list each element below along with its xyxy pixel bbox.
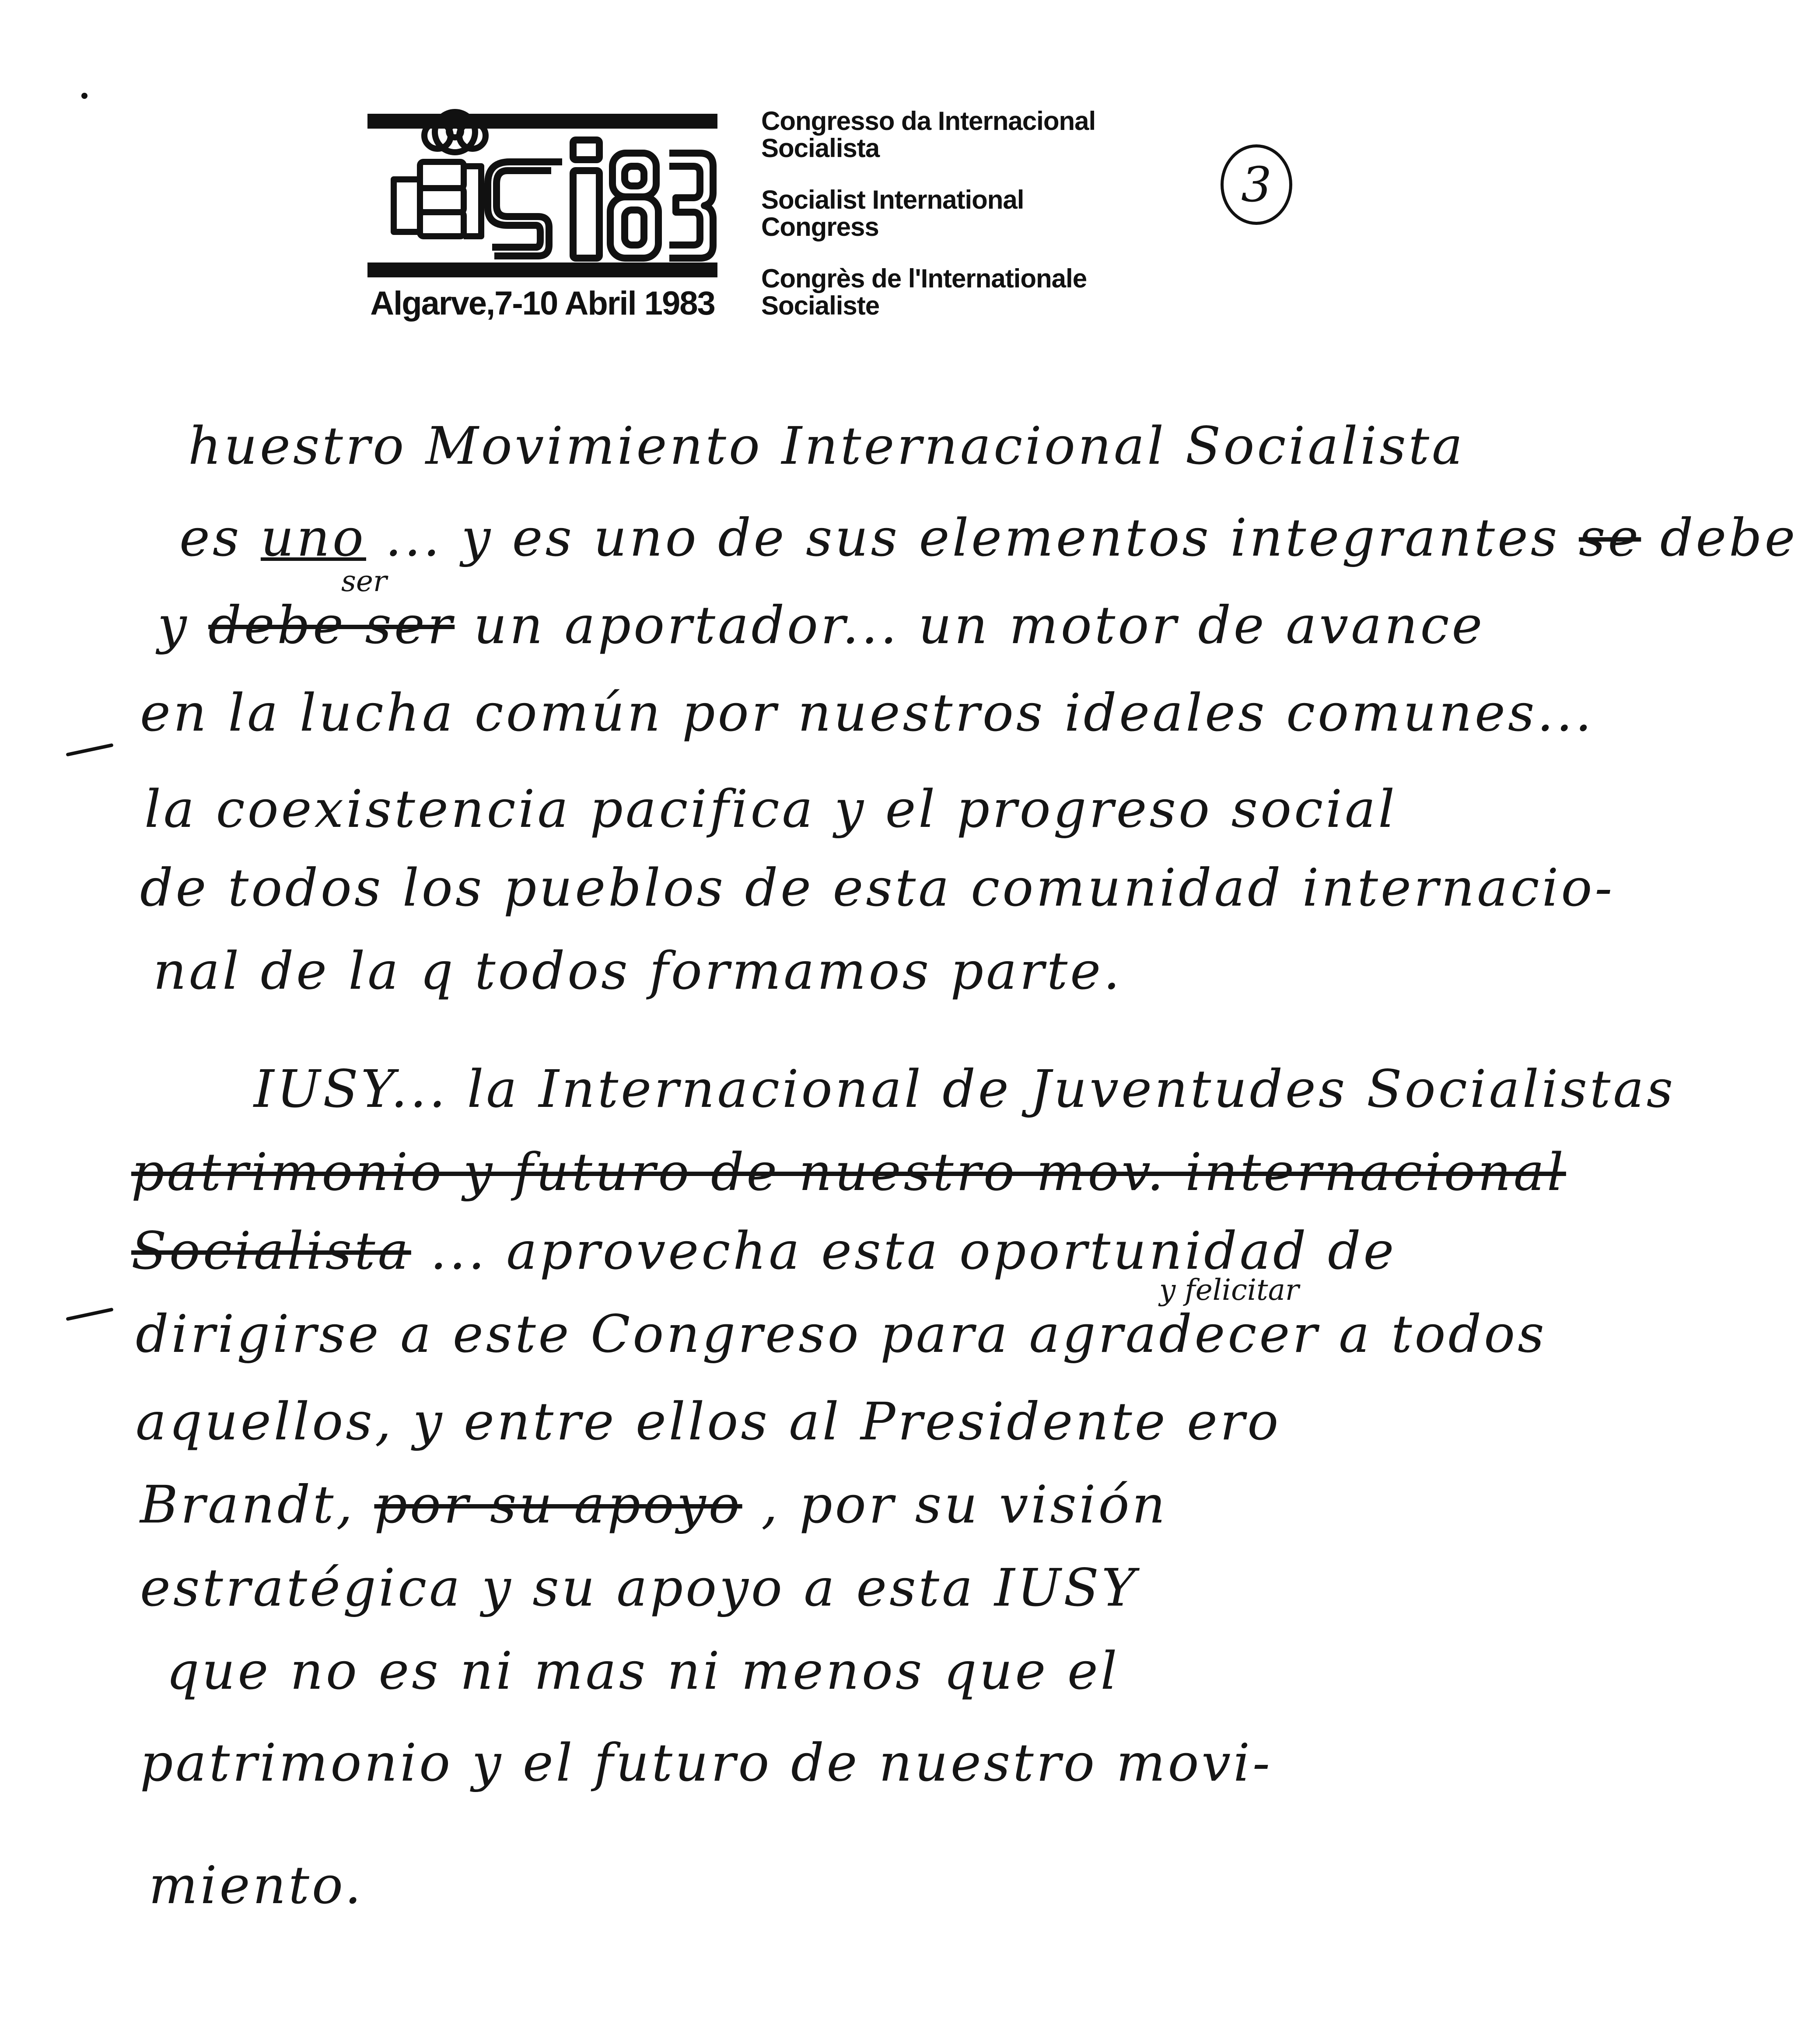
handwritten-line [0,1558,1575,1618]
congress-en-line2: Congress [761,212,879,242]
handwritten-line [0,1304,1571,1364]
handwritten-line [0,1474,1575,1535]
hw-struck: Socialista [131,1221,411,1281]
hw-text: nal de la q todos formamos parte. [153,941,1123,1001]
hw-text: huestro Movimiento Internacional Socialista [188,416,1466,476]
congress-en-line1: Socialist International [761,185,1024,214]
handwritten-line [0,858,1615,918]
hw-text: Brandt, [140,1474,355,1535]
hw-text: ... aprovecha esta oportunidad de [430,1221,1397,1281]
hw-text: aquellos, y entre ellos al Presidente ero [136,1391,1281,1452]
congress-pt-line1: Congresso da Internacional [761,106,1096,136]
hw-text: de todos los pueblos de esta comunidad internacio- [140,858,1615,918]
handwritten-line [0,1142,1566,1202]
congress-fr-line2: Socialiste [761,291,880,320]
hw-struck: por su apoyo [374,1474,742,1535]
margin-dash [66,743,113,757]
handwritten-line [0,416,1623,476]
handwritten-line [0,1221,1566,1281]
hw-struck: patrimonio y futuro de nuestro mov. internacional [131,1142,1566,1202]
logo-caption: Algarve,7-10 Abril 1983 [370,285,715,322]
hw-text: dirigirse a este Congreso para agradecer a todos [136,1304,1547,1364]
handwritten-line [0,1855,1584,1915]
hw-insertion: y felicitar [1159,1273,1299,1307]
hw-text: ... y es uno de sus elementos integrantes [385,508,1560,568]
handwritten-line [0,1732,1575,1793]
hw-struck: se [1578,508,1641,568]
hw-text: en la lucha común por nuestros ideales comunes... [140,682,1594,743]
hw-text: , por su visión [761,1474,1168,1535]
handwritten-line [0,779,1579,839]
hw-text: que no es ni mas ni menos que el [166,1641,1120,1701]
handwritten-line [0,508,1798,568]
hw-text: miento. [149,1855,364,1915]
si83-logo [367,105,717,289]
hw-text: la coexistencia pacifica y el progreso social [144,779,1398,839]
hw-struck: debe ser [208,595,455,655]
hw-insertion: ser [341,564,387,598]
page-number-circle: 3 [1221,144,1292,225]
hw-text: debe [1660,508,1798,568]
congress-fr-line1: Congrès de l'Internationale [761,264,1087,293]
ink-dot [81,93,87,99]
congress-names [761,108,1155,319]
hw-text: IUSY... la Internacional de Juventudes Socialistas [254,1059,1676,1119]
handwritten-line [0,941,1588,1001]
hw-underlined: uno [260,508,366,568]
hw-text: patrimonio y el futuro de nuestro movi- [140,1732,1273,1793]
handwritten-line [0,682,1594,743]
logo-graphic [367,105,717,289]
handwritten-line [0,1391,1571,1452]
handwritten-line [0,595,1592,655]
handwritten-line [0,1059,1689,1119]
congress-pt-line2: Socialista [761,133,880,163]
hw-text: es [179,508,242,568]
hw-text: un aportador... un motor de avance [473,595,1485,655]
hw-text: estratégica y su apoyo a esta IUSY [140,1558,1138,1618]
handwritten-line [0,1641,1601,1701]
hw-text: y [157,595,189,655]
